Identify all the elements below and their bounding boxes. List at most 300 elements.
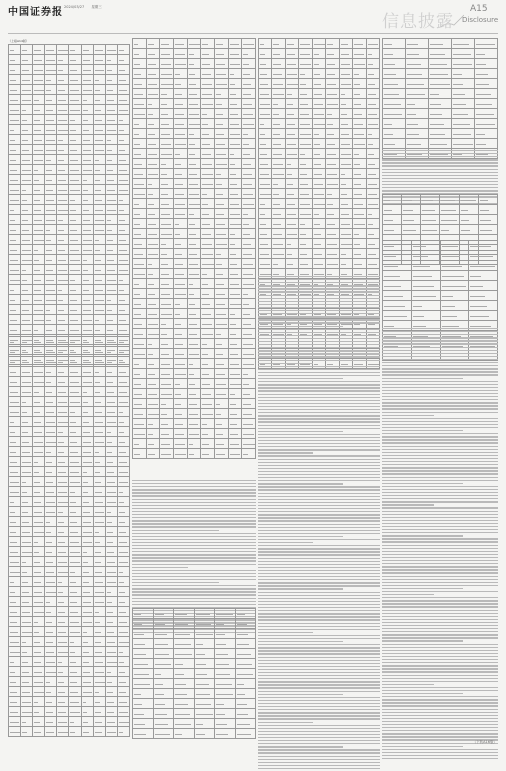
table-cell [459, 215, 478, 225]
table-cell [105, 255, 117, 265]
table-cell [105, 497, 117, 507]
table-cell [173, 349, 187, 359]
table-cell [187, 429, 201, 439]
text-line [258, 564, 380, 565]
table-cell [272, 129, 285, 139]
table-cell [133, 289, 147, 299]
table-cell [440, 251, 469, 261]
table-cell [242, 289, 256, 299]
table-cell [353, 139, 366, 149]
table-cell [429, 89, 452, 99]
table-row [133, 659, 256, 669]
table-cell [383, 215, 402, 225]
text-line [382, 610, 498, 611]
table-row [9, 417, 130, 427]
table-cell [57, 205, 69, 215]
table-cell [81, 467, 93, 477]
table-cell [146, 129, 160, 139]
table-cell [353, 259, 366, 269]
table-cell [173, 309, 187, 319]
table-cell [235, 729, 256, 739]
table-cell [201, 129, 215, 139]
table-cell [45, 427, 57, 437]
table-cell [33, 135, 45, 145]
table-cell [133, 109, 147, 119]
table-cell [81, 487, 93, 497]
table-cell [469, 291, 498, 301]
table-cell [93, 637, 105, 647]
table-cell [117, 537, 129, 547]
table-cell [402, 195, 421, 205]
table-cell [45, 255, 57, 265]
text-line [382, 733, 498, 734]
table-cell [69, 175, 81, 185]
text-line [382, 752, 498, 753]
text-line [382, 371, 498, 372]
table-cell [312, 239, 325, 249]
table-cell [235, 689, 256, 699]
table-cell [312, 189, 325, 199]
table-row [9, 315, 130, 325]
table-cell [242, 349, 256, 359]
table-cell [9, 225, 21, 235]
table-row [9, 617, 130, 627]
table-row [9, 467, 130, 477]
table-cell [242, 369, 256, 379]
text-line [382, 507, 498, 508]
table-cell [117, 145, 129, 155]
table-cell [312, 89, 325, 99]
table-cell [105, 587, 117, 597]
text-line [382, 634, 498, 635]
table-cell [214, 319, 228, 329]
table-cell [45, 627, 57, 637]
table-row [259, 219, 380, 229]
table-cell [214, 89, 228, 99]
table-cell [215, 729, 236, 739]
table-cell [214, 389, 228, 399]
text-line [382, 150, 498, 151]
table-cell [105, 85, 117, 95]
table-cell [105, 265, 117, 275]
table-cell [228, 419, 242, 429]
table-cell [160, 359, 174, 369]
table-cell [133, 99, 147, 109]
table-cell [69, 727, 81, 737]
table-cell [242, 429, 256, 439]
table-cell [9, 265, 21, 275]
table-cell [33, 85, 45, 95]
table-cell [21, 367, 33, 377]
table-cell [299, 59, 312, 69]
table-cell [93, 115, 105, 125]
table-cell [69, 185, 81, 195]
text-line [382, 647, 498, 648]
table-cell [383, 109, 406, 119]
text-line [382, 560, 498, 561]
table-cell [117, 587, 129, 597]
table-cell [326, 59, 339, 69]
text-line [382, 715, 498, 716]
table-cell [69, 205, 81, 215]
table-cell [411, 281, 440, 291]
table-cell [285, 209, 298, 219]
table-row [9, 155, 130, 165]
table-cell [57, 55, 69, 65]
text-line [382, 619, 498, 620]
table-row [9, 447, 130, 457]
table-cell [21, 95, 33, 105]
text-line [382, 665, 498, 666]
table-column2-bottom [132, 608, 256, 739]
table-cell [201, 249, 215, 259]
table-cell [9, 175, 21, 185]
table-cell [45, 597, 57, 607]
text-line [258, 700, 380, 701]
text-line [132, 548, 256, 549]
table-cell [81, 437, 93, 447]
table-row [133, 319, 256, 329]
table-row [133, 719, 256, 729]
table-cell [228, 99, 242, 109]
table-cell [117, 697, 129, 707]
text-line [382, 529, 498, 530]
text-line [382, 378, 463, 379]
table-row [133, 239, 256, 249]
table-cell [272, 199, 285, 209]
table-row [133, 59, 256, 69]
table-row [383, 271, 498, 281]
table-cell [194, 689, 215, 699]
text-line [132, 486, 256, 487]
table-cell [326, 139, 339, 149]
table-cell [228, 409, 242, 419]
table-cell [45, 447, 57, 457]
table-cell [45, 687, 57, 697]
table-row [9, 587, 130, 597]
table-cell [117, 387, 129, 397]
table-row [133, 389, 256, 399]
table-cell [57, 357, 69, 367]
text-line [382, 517, 498, 518]
text-line [258, 684, 380, 685]
table-row [383, 119, 498, 129]
table-cell [475, 129, 498, 139]
table-cell [133, 59, 147, 69]
table-cell [228, 119, 242, 129]
table-row [383, 241, 498, 251]
table-cell [201, 279, 215, 289]
table-cell [57, 567, 69, 577]
table-cell [272, 169, 285, 179]
table-cell [93, 235, 105, 245]
table-row [133, 609, 256, 619]
table-cell [57, 337, 69, 347]
table-cell [69, 347, 81, 357]
table-cell [259, 229, 272, 239]
table-row [9, 325, 130, 335]
table-cell [353, 149, 366, 159]
table-cell [57, 657, 69, 667]
table-cell [228, 259, 242, 269]
table-cell [9, 305, 21, 315]
text-line [258, 437, 380, 438]
table-row [9, 527, 130, 537]
table-cell [57, 647, 69, 657]
text-line [258, 554, 380, 555]
text-line [132, 551, 256, 552]
text-line [382, 430, 463, 431]
table-cell [242, 449, 256, 459]
table-cell [45, 457, 57, 467]
text-line [258, 734, 380, 735]
table-cell [285, 119, 298, 129]
table-cell [353, 219, 366, 229]
table-row [133, 209, 256, 219]
table-cell [93, 347, 105, 357]
table-cell [81, 115, 93, 125]
text-line [382, 408, 498, 409]
table-cell [201, 109, 215, 119]
table-row [259, 179, 380, 189]
text-line [258, 666, 380, 667]
table-row [9, 727, 130, 737]
table-cell [160, 49, 174, 59]
table-cell [21, 667, 33, 677]
text-line [382, 350, 498, 351]
table-cell [69, 547, 81, 557]
table-row [133, 279, 256, 289]
table-cell [160, 159, 174, 169]
table-cell [366, 169, 380, 179]
table-cell [285, 159, 298, 169]
text-line [258, 316, 380, 317]
table-cell [312, 99, 325, 109]
text-line [382, 387, 498, 388]
table-cell [117, 347, 129, 357]
table-cell [160, 419, 174, 429]
text-line [258, 681, 380, 682]
table-cell [173, 99, 187, 109]
table-cell [173, 169, 187, 179]
table-cell [33, 387, 45, 397]
table-cell [133, 49, 147, 59]
table-cell [235, 719, 256, 729]
table-cell [214, 129, 228, 139]
table-cell [478, 225, 497, 235]
text-line [258, 697, 380, 698]
table-cell [173, 59, 187, 69]
table-cell [69, 55, 81, 65]
text-line [258, 356, 380, 357]
table-cell [33, 225, 45, 235]
table-row [133, 409, 256, 419]
text-line [258, 604, 380, 605]
table-cell [353, 179, 366, 189]
text-line [382, 520, 498, 521]
table-cell [173, 189, 187, 199]
table-cell [33, 507, 45, 517]
table-cell [45, 547, 57, 557]
table-cell [187, 159, 201, 169]
table-row [9, 265, 130, 275]
table-cell [215, 719, 236, 729]
table-cell [259, 49, 272, 59]
text-line [258, 657, 380, 658]
table-row [383, 139, 498, 149]
table-cell [173, 269, 187, 279]
table-cell [285, 49, 298, 59]
table-cell [33, 337, 45, 347]
table-cell [81, 417, 93, 427]
text-line [258, 409, 380, 410]
table-cell [81, 607, 93, 617]
table-cell [214, 109, 228, 119]
table-cell [93, 245, 105, 255]
table-cell [81, 697, 93, 707]
table-cell [285, 199, 298, 209]
text-line [382, 399, 498, 400]
table-cell [33, 105, 45, 115]
table-cell [69, 697, 81, 707]
text-line [258, 619, 380, 620]
table-row [133, 669, 256, 679]
table-cell [215, 639, 236, 649]
text-line [258, 295, 380, 296]
table-cell [366, 139, 380, 149]
table-cell [146, 229, 160, 239]
table-cell [21, 357, 33, 367]
table-cell [117, 557, 129, 567]
table-cell [228, 239, 242, 249]
table-cell [187, 389, 201, 399]
text-line [382, 532, 498, 533]
text-line [258, 691, 380, 692]
table-cell [452, 89, 475, 99]
text-line [258, 762, 380, 763]
table-cell [146, 309, 160, 319]
table-cell [153, 649, 174, 659]
table-cell [214, 439, 228, 449]
table-cell [285, 129, 298, 139]
text-line [132, 499, 256, 500]
table-cell [21, 537, 33, 547]
table-cell [421, 225, 440, 235]
table-cell [57, 165, 69, 175]
table-cell [242, 69, 256, 79]
table-cell [173, 259, 187, 269]
table-cell [214, 179, 228, 189]
table-cell [9, 337, 21, 347]
table-cell [81, 205, 93, 215]
table-cell [105, 55, 117, 65]
table-cell [187, 39, 201, 49]
table-cell [93, 285, 105, 295]
table-cell [312, 249, 325, 259]
table-row [9, 337, 130, 347]
table-cell [81, 707, 93, 717]
table-cell [69, 497, 81, 507]
table-cell [214, 429, 228, 439]
text-line [258, 381, 380, 382]
text-line [258, 332, 380, 333]
table-cell [81, 587, 93, 597]
table-cell [9, 367, 21, 377]
text-line [258, 477, 380, 478]
table-cell [160, 199, 174, 209]
table-cell [45, 497, 57, 507]
table-grid [8, 44, 130, 365]
table-cell [133, 189, 147, 199]
text-line [258, 533, 380, 534]
text-line [258, 663, 380, 664]
table-cell [57, 135, 69, 145]
table-cell [201, 419, 215, 429]
table-cell [81, 225, 93, 235]
table-cell [45, 55, 57, 65]
table-cell [133, 449, 147, 459]
text-line [132, 598, 256, 599]
table-cell [299, 199, 312, 209]
table-cell [105, 205, 117, 215]
text-line [382, 687, 498, 688]
table-cell [440, 195, 459, 205]
table-row [133, 129, 256, 139]
table-cell [9, 547, 21, 557]
table-cell [339, 219, 352, 229]
table-cell [81, 105, 93, 115]
table-cell [214, 289, 228, 299]
table-cell [153, 669, 174, 679]
table-cell [21, 275, 33, 285]
table-cell [160, 269, 174, 279]
text-line [258, 756, 380, 757]
table-cell [21, 617, 33, 627]
table-cell [9, 677, 21, 687]
table-cell [299, 39, 312, 49]
table-cell [57, 75, 69, 85]
table-cell [21, 145, 33, 155]
table-cell [69, 577, 81, 587]
table-cell [146, 399, 160, 409]
table-cell [117, 285, 129, 295]
table-cell [326, 119, 339, 129]
table-cell [81, 477, 93, 487]
table-cell [383, 129, 406, 139]
table-cell [9, 417, 21, 427]
table-cell [452, 99, 475, 109]
table-row [259, 249, 380, 259]
text-line [258, 536, 343, 537]
table-cell [81, 357, 93, 367]
table-cell [117, 325, 129, 335]
table-cell [133, 659, 154, 669]
table-row [133, 89, 256, 99]
table-cell [440, 311, 469, 321]
table-cell [478, 195, 497, 205]
table-cell [339, 69, 352, 79]
table-cell [187, 129, 201, 139]
table-cell [69, 427, 81, 437]
table-cell [117, 727, 129, 737]
table-cell [228, 369, 242, 379]
table-cell [93, 457, 105, 467]
table-cell [160, 249, 174, 259]
table-column1-bottom [8, 336, 130, 737]
table-cell [299, 139, 312, 149]
table-cell [326, 69, 339, 79]
text-line [258, 353, 380, 354]
